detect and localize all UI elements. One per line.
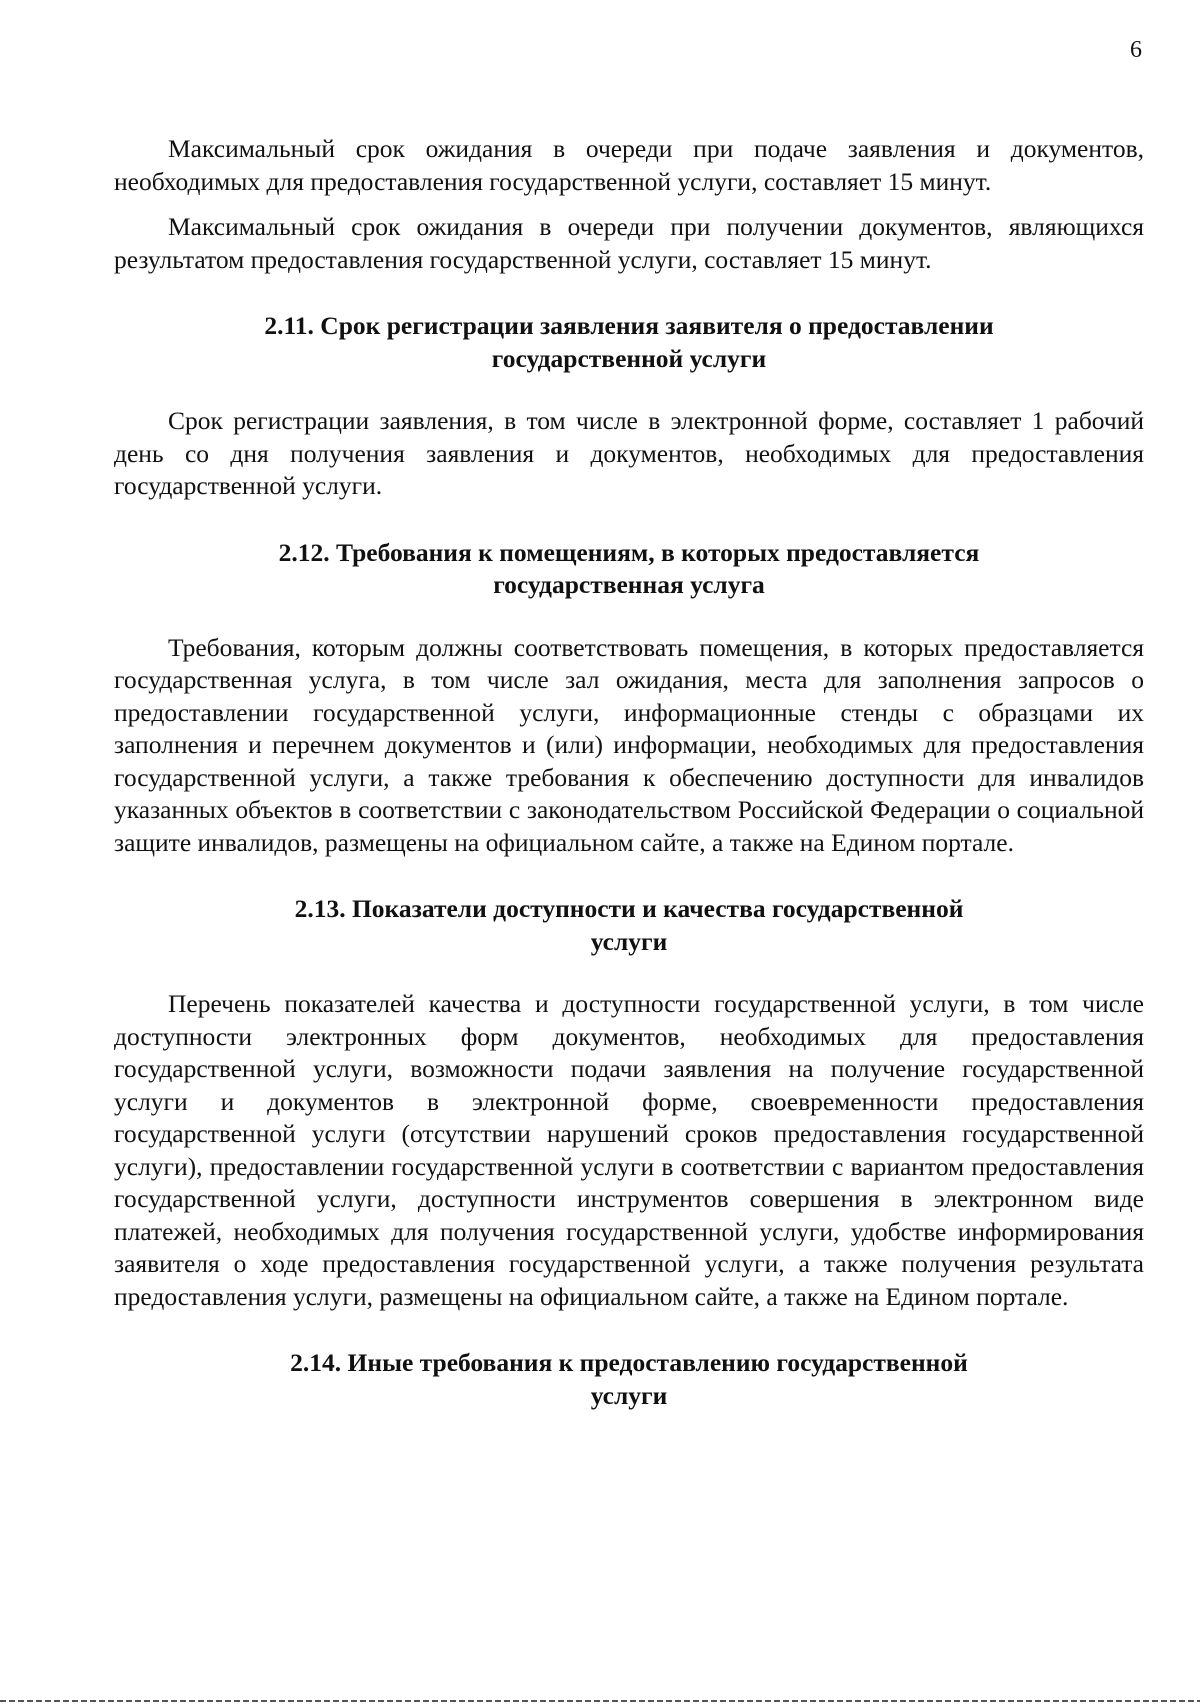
heading-line: государственная услуга — [493, 570, 765, 599]
paragraph-queue-submission: Максимальный срок ожидания в очереди при подаче заявления и документов, необходимых для предоставления государственной услуги, составляет 15 минут. — [114, 134, 1144, 196]
scan-edge-line — [0, 1700, 1200, 1702]
document-body — [114, 133, 1144, 1412]
section-heading-2-11 — [114, 310, 1144, 375]
section-heading-2-13 — [114, 893, 1144, 958]
heading-line: услуги — [590, 1380, 668, 1410]
heading-line: 2.12. Требования к помещениям, в которых предоставляется — [278, 537, 980, 567]
heading-line: 2.14. Иные требования к предоставлению государственной — [290, 1348, 968, 1377]
section-heading-2-12 — [114, 537, 1144, 602]
paragraph-quality-indicators: Перечень показателей качества и доступности государственной услуги, в том числе доступности электронных форм документов, необходимых для предоставления государственной услуги, возможности подачи заявления на получение государственной услуги и документов в электронной форме, своевременности предоставления государственной услуги (отсутствии нарушений сроков предоставления государственной услуги), предоставлении государственной услуги в соответствии с вариантом предоставления государственной услуги, доступности инструментов совершения в электронном виде платежей, необходимых для получения государственной услуги, удобстве информирования заявителя о ходе предоставления государственной услуги, а также получения результата предоставления услуги, размещены на официальном сайте, а также на Едином портале. — [114, 989, 1144, 1311]
heading-line: государственной услуги — [491, 343, 767, 373]
section-heading-2-14 — [114, 1347, 1144, 1412]
paragraph-queue-receipt: Максимальный срок ожидания в очереди при получении документов, являющихся результатом предоставления государственной услуги, составляет 15 минут. — [114, 212, 1144, 274]
heading-line: 2.13. Показатели доступности и качества государственной — [294, 894, 964, 923]
page-number: 6 — [1130, 37, 1142, 63]
heading-line: услуги — [590, 926, 668, 956]
paragraph-premises-requirements: Требования, которым должны соответствовать помещения, в которых предоставляется государственная услуга, в том числе зал ожидания, места для заполнения запросов о предоставлении государственной услуги, информационные стенды с образцами их заполнения и перечнем документов и (или) информации, необходимых для предоставления государственной услуги, а также требования к обеспечению доступности для инвалидов указанных объектов в соответствии с законодательством Российской Федерации о социальной защите инвалидов, размещены на официальном сайте, а также на Едином портале. — [114, 632, 1144, 857]
heading-line: 2.11. Срок регистрации заявления заявителя о предоставлении — [264, 311, 994, 340]
paragraph-registration-term: Срок регистрации заявления, в том числе в электронной форме, составляет 1 рабочий день со дня получения заявления и документов, необходимых для предоставления государственной услуги. — [114, 406, 1144, 500]
